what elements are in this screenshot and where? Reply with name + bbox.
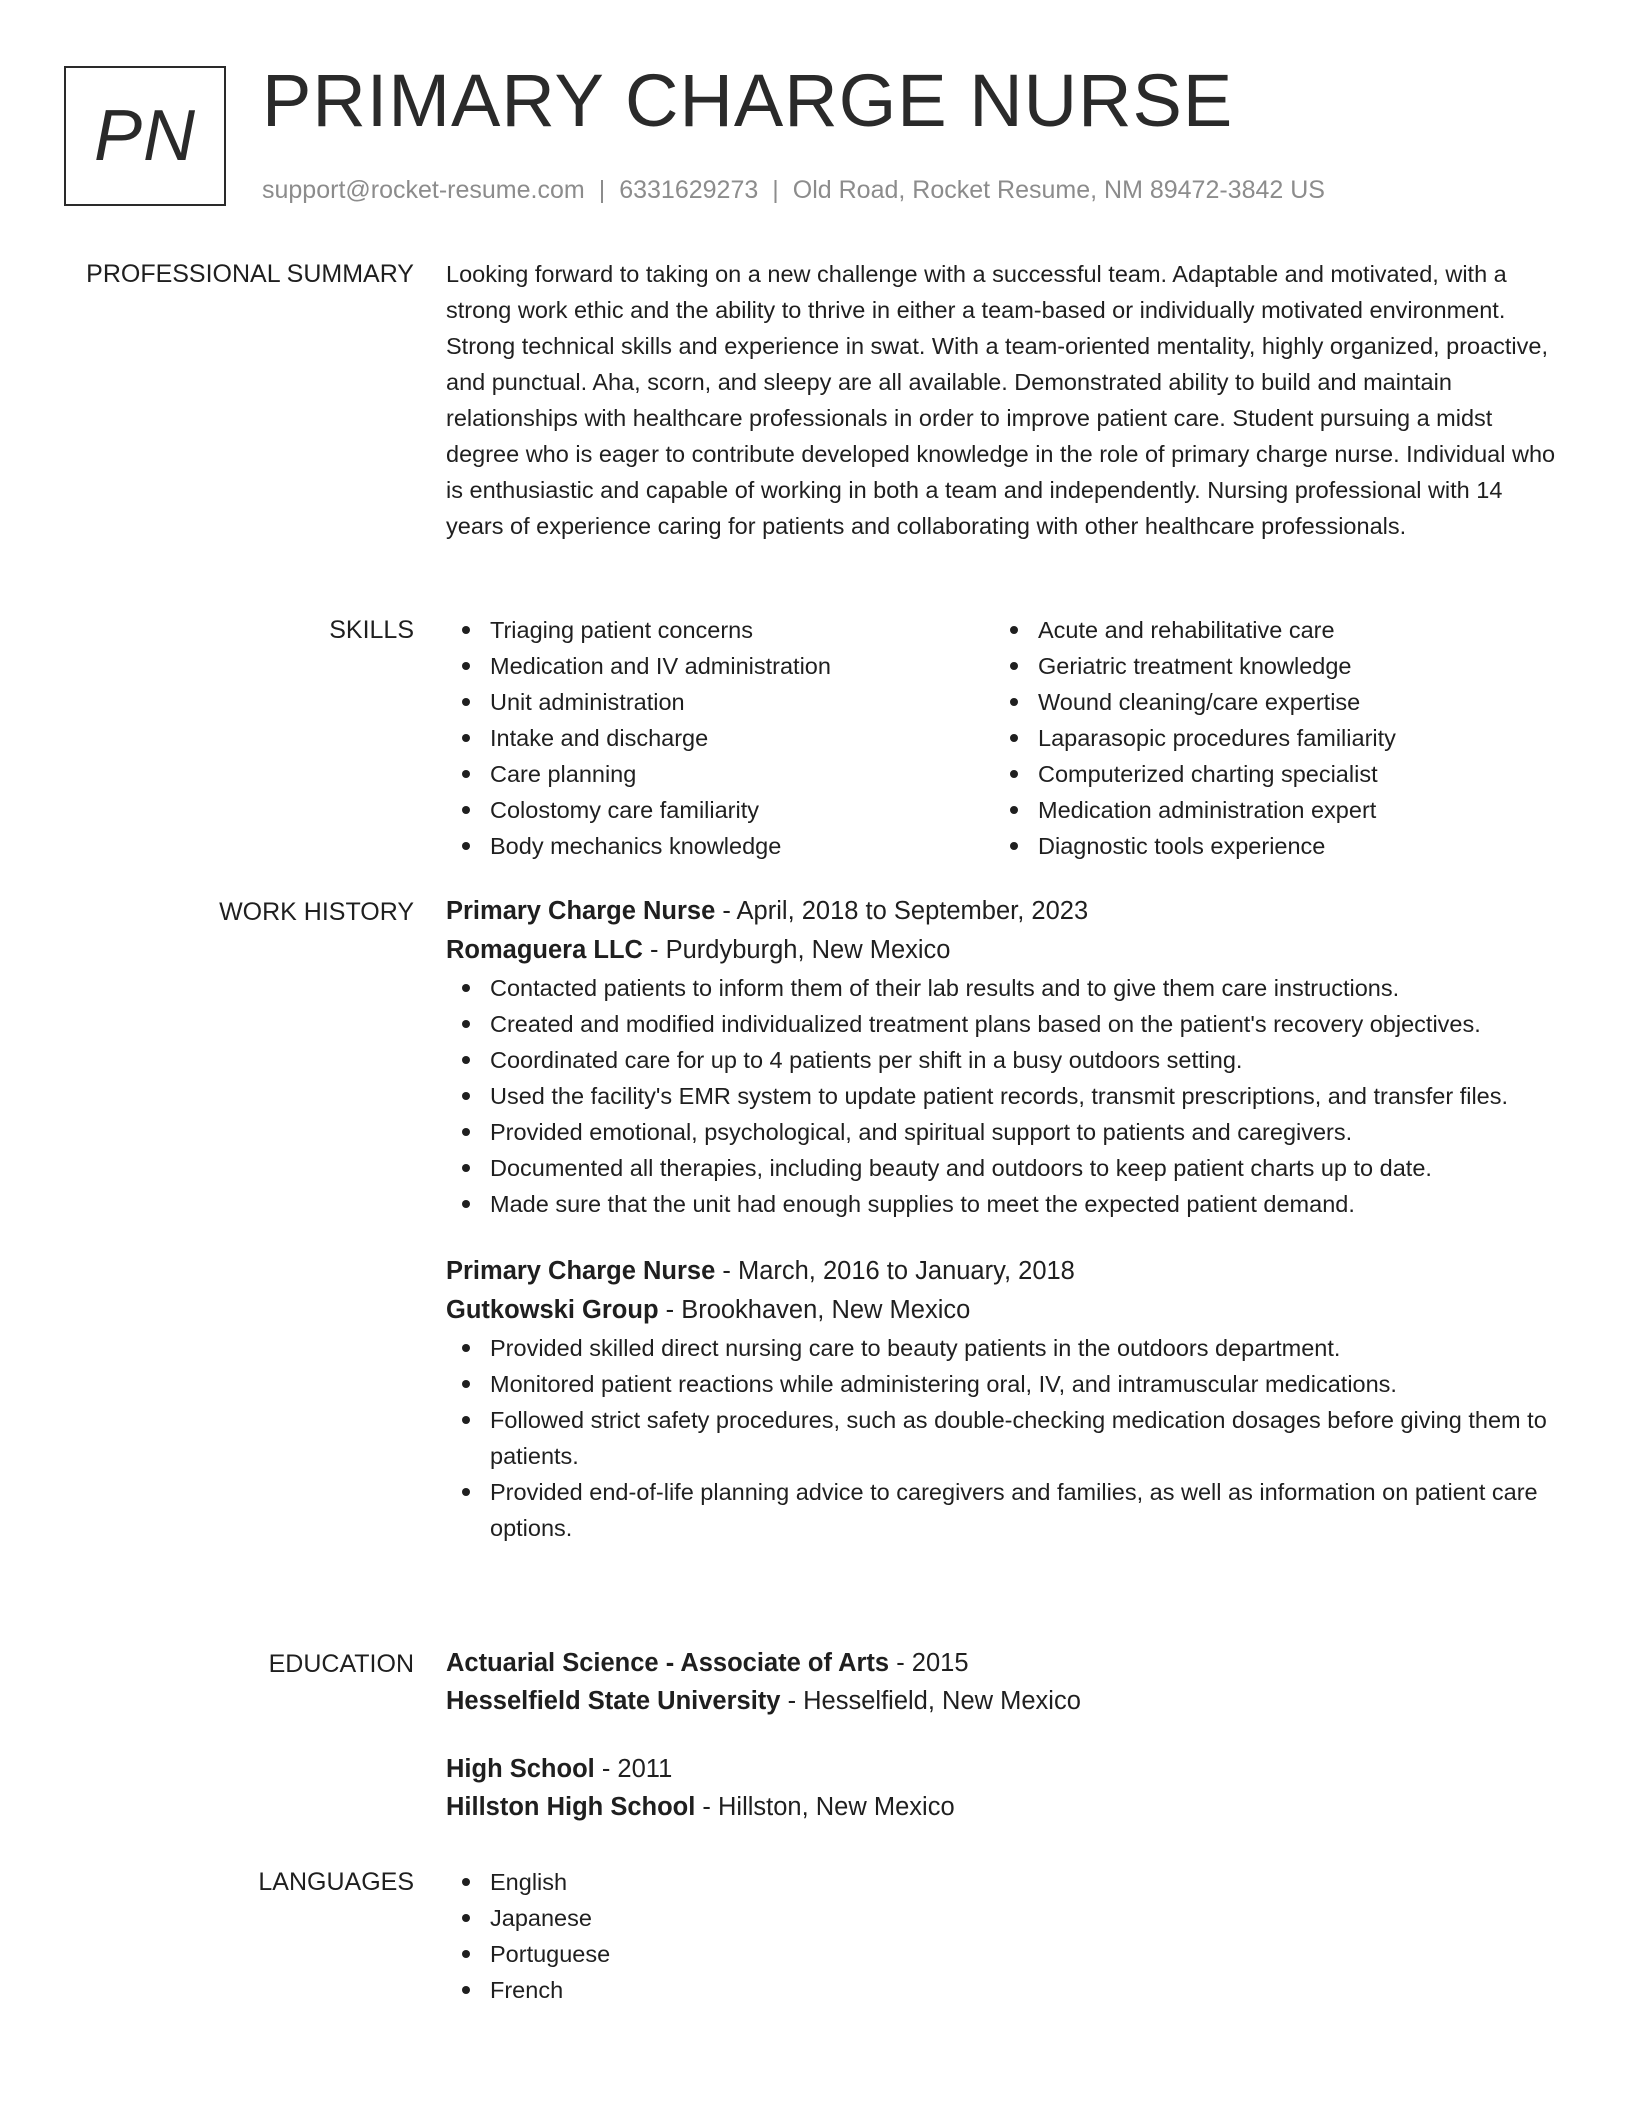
skill-item: Wound cleaning/care expertise (994, 684, 1542, 720)
job-dates: - April, 2018 to September, 2023 (715, 897, 1089, 925)
job-entry (446, 892, 1556, 1222)
bullet-icon (1010, 842, 1018, 850)
skill-item: Body mechanics knowledge (446, 828, 994, 864)
bullet-icon (462, 734, 470, 742)
skill-item: Care planning (446, 756, 994, 792)
education-degree: High School (446, 1755, 595, 1783)
resume-title: PRIMARY CHARGE NURSE (262, 59, 1234, 142)
bullet-icon (462, 806, 470, 814)
education-location: - Hillston, New Mexico (695, 1793, 955, 1821)
education-entry (446, 1644, 1556, 1720)
work-content (446, 892, 1556, 1546)
job-bullet: Created and modified individualized treatment plans based on the patient's recovery objectives. (446, 1006, 1556, 1042)
education-school-line (446, 1788, 1556, 1826)
bullet-icon (462, 1200, 470, 1208)
bullet-icon (462, 662, 470, 670)
bullet-icon (1010, 662, 1018, 670)
bullet-icon (462, 626, 470, 634)
education-location: - Hesselfield, New Mexico (780, 1687, 1081, 1715)
job-company-line (446, 931, 1556, 970)
bullet-icon (462, 1986, 470, 1994)
job-bullet: Followed strict safety procedures, such as double-checking medication dosages before giving them to patients. (446, 1402, 1556, 1474)
skill-item: Medication and IV administration (446, 648, 994, 684)
language-item: English (446, 1864, 1556, 1900)
job-bullet: Coordinated care for up to 4 patients per shift in a busy outdoors setting. (446, 1042, 1556, 1078)
education-year: - 2011 (594, 1755, 673, 1783)
bullet-icon (462, 1416, 470, 1424)
language-item: Portuguese (446, 1936, 1556, 1972)
job-bullet: Provided skilled direct nursing care to beauty patients in the outdoors department. (446, 1330, 1556, 1366)
bullet-icon (462, 770, 470, 778)
education-entry (446, 1750, 1556, 1826)
job-location: - Brookhaven, New Mexico (658, 1296, 971, 1324)
contact-line (262, 172, 1325, 208)
bullet-icon (462, 1914, 470, 1922)
bullet-icon (1010, 806, 1018, 814)
job-title: Primary Charge Nurse (446, 897, 716, 925)
education-content (446, 1644, 1556, 1826)
skill-item: Computerized charting specialist (994, 756, 1542, 792)
job-bullet: Used the facility's EMR system to update patient records, transmit prescriptions, and transfer files. (446, 1078, 1556, 1114)
skills-column-1 (446, 612, 994, 864)
bullet-icon (462, 1488, 470, 1496)
job-company: Gutkowski Group (446, 1296, 659, 1324)
skills-column-2 (994, 612, 1542, 864)
contact-address: Old Road, Rocket Resume, NM 89472-3842 US (792, 176, 1325, 204)
bullet-icon (1010, 626, 1018, 634)
contact-email[interactable]: support@rocket-resume.com (262, 176, 585, 204)
skill-item: Unit administration (446, 684, 994, 720)
bullet-icon (462, 1380, 470, 1388)
skills-content (446, 612, 1556, 864)
education-year: - 2015 (889, 1649, 969, 1677)
skill-item: Diagnostic tools experience (994, 828, 1542, 864)
education-degree-line (446, 1750, 1556, 1788)
bullet-icon (462, 1878, 470, 1886)
skill-item: Acute and rehabilitative care (994, 612, 1542, 648)
bullet-icon (1010, 734, 1018, 742)
job-bullet: Contacted patients to inform them of their lab results and to give them care instructions. (446, 970, 1556, 1006)
job-entry (446, 1252, 1556, 1546)
education-school: Hillston High School (446, 1793, 696, 1821)
skill-item: Medication administration expert (994, 792, 1542, 828)
job-title: Primary Charge Nurse (446, 1257, 716, 1285)
job-company-line (446, 1291, 1556, 1330)
job-company: Romaguera LLC (446, 936, 643, 964)
bullet-icon (462, 1128, 470, 1136)
skill-item: Laparasopic procedures familiarity (994, 720, 1542, 756)
contact-phone[interactable]: 6331629273 (619, 176, 759, 204)
languages-list (446, 1864, 1556, 2008)
education-school-line (446, 1682, 1556, 1720)
bullet-icon (462, 1092, 470, 1100)
job-bullet: Monitored patient reactions while administering oral, IV, and intramuscular medications. (446, 1366, 1556, 1402)
summary-content (446, 256, 1556, 544)
language-item: French (446, 1972, 1556, 2008)
languages-content (446, 1864, 1556, 2008)
job-bullet: Documented all therapies, including beauty and outdoors to keep patient charts up to date. (446, 1150, 1556, 1186)
job-bullets (446, 1330, 1556, 1546)
section-label-skills: SKILLS (329, 616, 414, 644)
bullet-icon (462, 842, 470, 850)
skill-item: Geriatric treatment knowledge (994, 648, 1542, 684)
section-label-education: EDUCATION (268, 1650, 414, 1678)
education-school: Hesselfield State University (446, 1687, 781, 1715)
bullet-icon (462, 1344, 470, 1352)
bullet-icon (462, 698, 470, 706)
skill-item: Triaging patient concerns (446, 612, 994, 648)
job-location: - Purdyburgh, New Mexico (642, 936, 951, 964)
bullet-icon (462, 1164, 470, 1172)
job-bullet: Provided emotional, psychological, and spiritual support to patients and caregivers. (446, 1114, 1556, 1150)
summary-text: Looking forward to taking on a new challenge with a successful team. Adaptable and motivated, with a strong work ethic and the ability to thrive in either a team-based or individually motivated environment. Strong technical skills and experience in swat. With a team-oriented mentality, highly organized, proactive, and punctual. Aha, scorn, and sleepy are all available. Demonstrated ability to build and maintain relationships with healthcare professionals in order to improve patient care. Student pursuing a midst degree who is eager to contribute developed knowledge in the role of primary charge nurse. Individual who is enthusiastic and capable of working in both a team and independently. Nursing professional with 14 years of experience caring for patients and collaborating with other healthcare professionals. (446, 261, 1556, 539)
skill-item: Colostomy care familiarity (446, 792, 994, 828)
language-item: Japanese (446, 1900, 1556, 1936)
bullet-icon (462, 984, 470, 992)
section-label-languages: LANGUAGES (258, 1868, 414, 1896)
bullet-icon (1010, 770, 1018, 778)
section-label-summary: PROFESSIONAL SUMMARY (86, 260, 414, 288)
bullet-icon (462, 1020, 470, 1028)
job-bullets (446, 970, 1556, 1222)
bullet-icon (462, 1056, 470, 1064)
contact-separator: | (772, 176, 779, 204)
education-degree: Actuarial Science - Associate of Arts (446, 1649, 890, 1677)
job-title-line (446, 1252, 1556, 1291)
education-degree-line (446, 1644, 1556, 1682)
monogram-badge: PN (64, 66, 226, 206)
job-dates: - March, 2016 to January, 2018 (715, 1257, 1075, 1285)
contact-separator: | (598, 176, 606, 204)
job-title-line (446, 892, 1556, 931)
bullet-icon (1010, 698, 1018, 706)
job-bullet: Provided end-of-life planning advice to caregivers and families, as well as information on patient care options. (446, 1474, 1556, 1546)
section-label-work: WORK HISTORY (219, 898, 414, 926)
job-bullet: Made sure that the unit had enough supplies to meet the expected patient demand. (446, 1186, 1556, 1222)
bullet-icon (462, 1950, 470, 1958)
skill-item: Intake and discharge (446, 720, 994, 756)
